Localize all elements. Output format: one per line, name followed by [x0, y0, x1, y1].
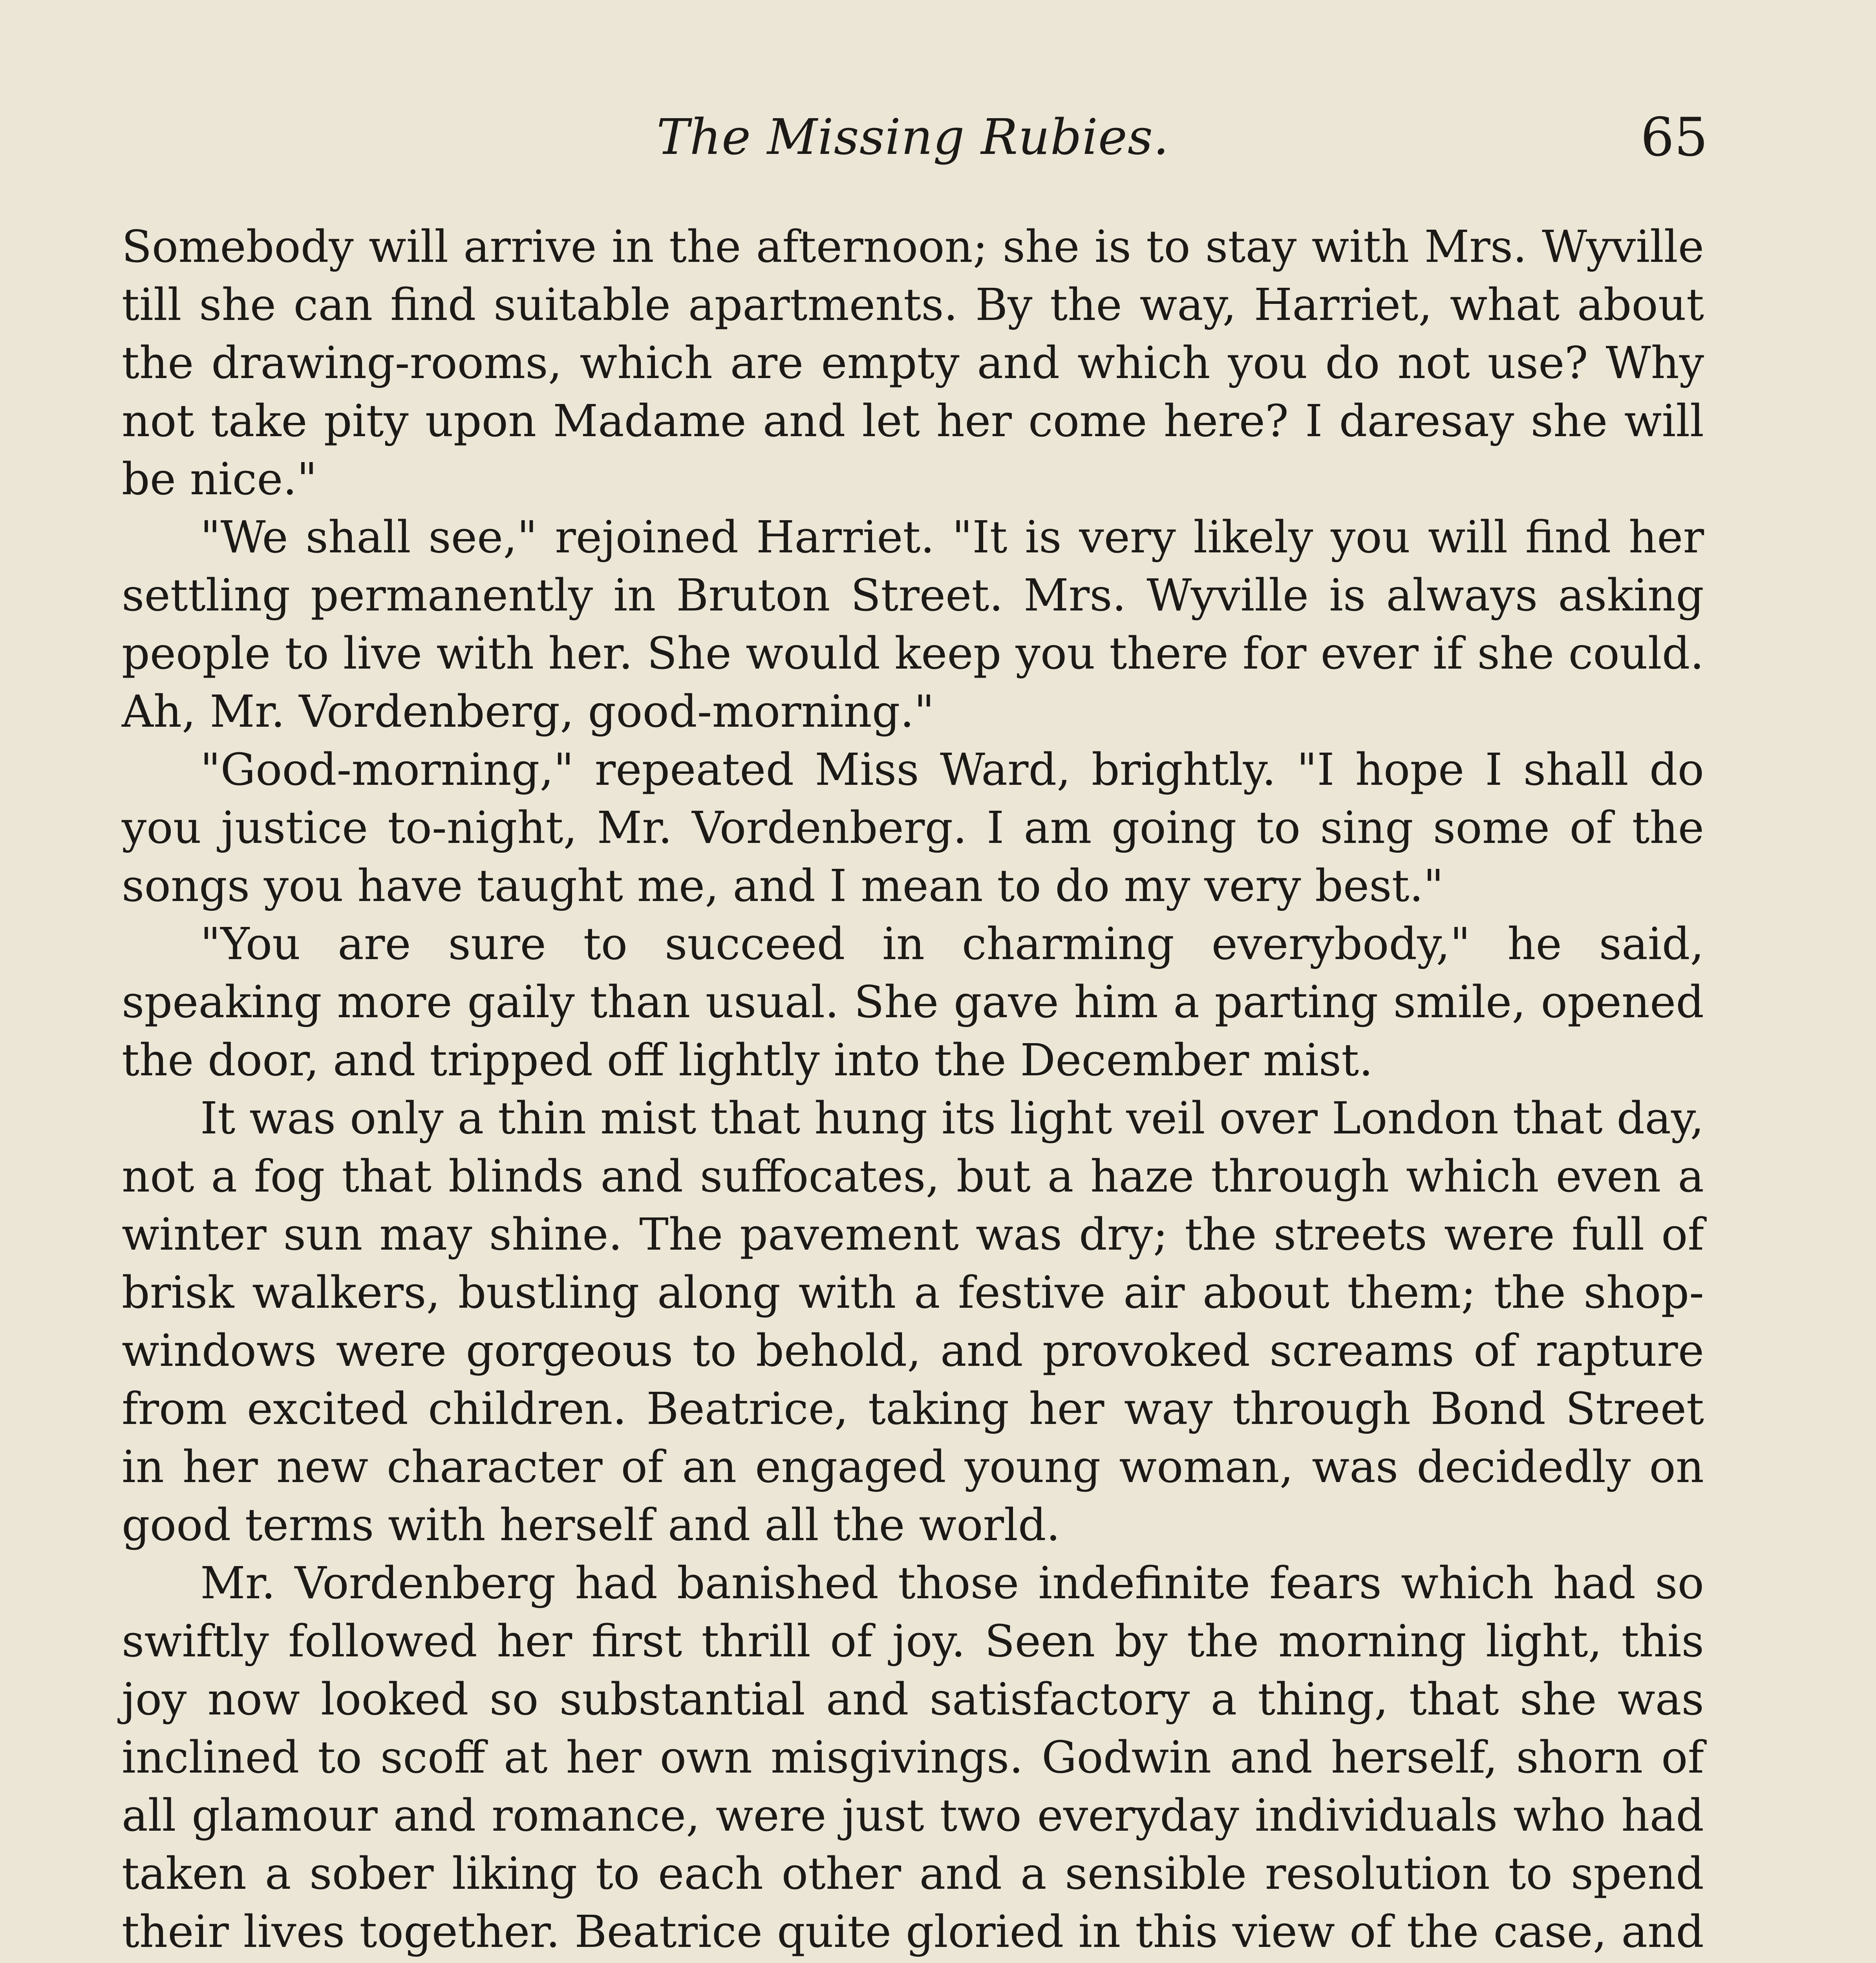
paragraph-4: "You are sure to succeed in charming everybody," he said, speaking more gaily than usual. She gave him a parting smile, opened the door, and tripped off lightly into the December mist. [122, 919, 1704, 1086]
running-title: The Missing Rubies. [656, 109, 1169, 166]
paragraph-5: It was only a thin mist that hung its light veil over London that day, not a fog that blinds and suffocates, but a haze through which even a winter sun may shine. The pavement was dry; the streets were full of brisk walkers, bustling along with a festive air about them; the shop-windows were gorgeous to behold, and provoked screams of rapture from excited children. Beatrice, taking her way through Bond Street in her new character of an engaged young woman, was decidedly on good terms with herself and all the world. [122, 1093, 1704, 1551]
paragraph-6: Mr. Vordenberg had banished those indefinite fears which had so swiftly followed her first thrill of joy. Seen by the morning light, this joy now looked so substantial and satisfactory a thing, that she was inclined to scoff at her own misgivings. Godwin and herself, shorn of all glamour and romance, were just two everyday individuals who had taken a sober liking to each other and a sensible resolution to spend their lives together. Beatrice quite gloried in this view of the case, and [122, 1558, 1704, 1958]
paragraph-3: "Good-morning," repeated Miss Ward, brightly. "I hope I shall do you justice to-night, Mr. Vordenberg. I am going to sing some of the songs you have taught me, and I mean to do my very best." [122, 744, 1704, 912]
page-number: 65 [1640, 106, 1708, 168]
running-head [118, 98, 1708, 177]
paragraph-2: "We shall see," rejoined Harriet. "It is very likely you will find her settling permanently in Bruton Street. Mrs. Wyville is always asking people to live with her. She would keep you there for ever if she could. Ah, Mr. Vordenberg, good-morning." [122, 512, 1704, 737]
paragraph-1: Somebody will arrive in the afternoon; she is to stay with Mrs. Wyville till she can find suitable apartments. By the way, Harriet, what about the drawing-rooms, which are empty and which you do not use? Why not take pity upon Madame and let her come here? I daresay she will be nice." [122, 221, 1704, 505]
text-column [122, 218, 1704, 1963]
